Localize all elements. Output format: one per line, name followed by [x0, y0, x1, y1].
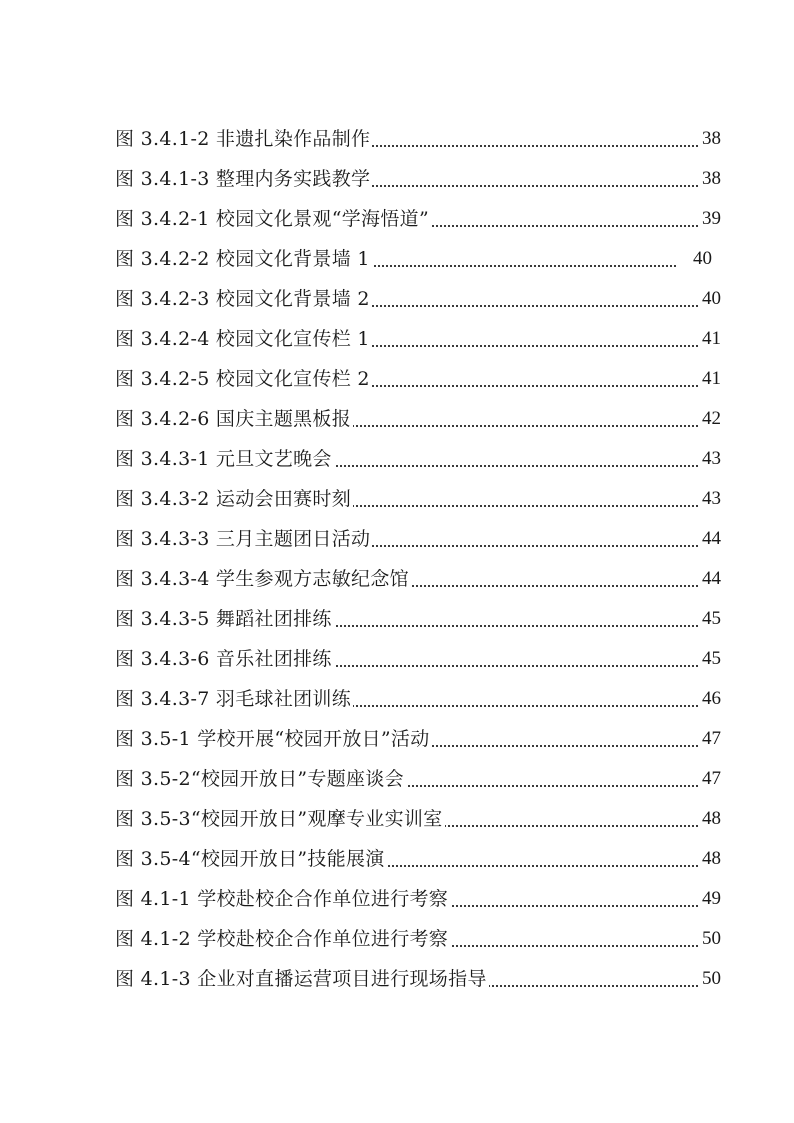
toc-entry-page: 43 [702, 448, 721, 469]
toc-entry-page: 43 [702, 488, 721, 509]
toc-entry-label: 图 3.4.2-6 国庆主题黑板报 [115, 408, 352, 430]
toc-entry-label: 图 3.5-2“校园开放日”专题座谈会 [115, 768, 404, 790]
toc-entry[interactable] [0, 959, 794, 999]
toc-entry-page: 42 [702, 408, 721, 429]
toc-entry[interactable] [0, 839, 794, 879]
toc-entry-label: 图 3.5-3“校园开放日”观摩专业实训室 [115, 808, 443, 830]
toc-entry[interactable] [0, 599, 794, 639]
toc-entry-page: 50 [702, 968, 721, 989]
toc-entry-label: 图 3.4.1-2 非遗扎染作品制作 [115, 128, 371, 150]
toc-entry-page: 50 [702, 928, 721, 949]
toc-entry-page: 48 [702, 848, 721, 869]
toc-entry-label: 图 3.4.3-4 学生参观方志敏纪念馆 [115, 568, 409, 590]
toc-entry-label: 图 3.4.3-5 舞蹈社团排练 [115, 608, 332, 630]
toc-entry-page: 38 [702, 168, 721, 189]
toc-entry-page: 38 [702, 128, 721, 149]
toc-entry[interactable] [0, 639, 794, 679]
toc-entry-label: 图 3.4.3-6 音乐社团排练 [115, 648, 332, 670]
toc-entry-page: 46 [702, 688, 721, 709]
toc-entry-page: 48 [702, 808, 721, 829]
toc-entry[interactable] [0, 199, 794, 239]
toc-entry-label: 图 4.1-3 企业对直播运营项目进行现场指导 [115, 968, 487, 990]
toc-entry-page: 44 [702, 528, 721, 549]
toc-entry-page: 45 [702, 608, 721, 629]
toc-entry-label: 图 3.4.2-2 校园文化背景墙 1 [115, 248, 370, 270]
toc-entry-label: 图 3.4.2-4 校园文化宣传栏 1 [115, 328, 370, 350]
toc-entry-page: 44 [702, 568, 721, 589]
toc-entry-page: 49 [702, 888, 721, 909]
toc-entry-label: 图 4.1-2 学校赴校企合作单位进行考察 [115, 928, 449, 950]
toc-entry-page: 41 [702, 368, 721, 389]
toc-entry[interactable] [0, 239, 794, 279]
toc-entry[interactable] [0, 759, 794, 799]
toc-entry[interactable] [0, 359, 794, 399]
toc-entry[interactable] [0, 919, 794, 959]
toc-entry[interactable] [0, 519, 794, 559]
toc-entry[interactable] [0, 679, 794, 719]
toc-entry[interactable] [0, 879, 794, 919]
toc-entry[interactable] [0, 279, 794, 319]
toc-entry-label: 图 3.4.3-1 元旦文艺晚会 [115, 448, 332, 470]
toc-entry[interactable] [0, 559, 794, 599]
toc-entry[interactable] [0, 479, 794, 519]
toc-entry-label: 图 3.4.1-3 整理内务实践教学 [115, 168, 371, 190]
toc-entry[interactable] [0, 159, 794, 199]
figure-list [0, 119, 794, 999]
toc-entry-label: 图 3.4.3-2 运动会田赛时刻 [115, 488, 352, 510]
toc-entry-page: 40 [693, 248, 712, 269]
toc-entry-page: 45 [702, 648, 721, 669]
toc-entry-label: 图 4.1-1 学校赴校企合作单位进行考察 [115, 888, 449, 910]
toc-entry-page: 47 [702, 728, 721, 749]
toc-entry-label: 图 3.4.2-3 校园文化背景墙 2 [115, 288, 370, 310]
toc-entry-label: 图 3.4.3-3 三月主题团日活动 [115, 528, 371, 550]
toc-entry-label: 图 3.4.2-1 校园文化景观“学海悟道” [115, 208, 429, 230]
toc-entry[interactable] [0, 799, 794, 839]
toc-entry-page: 40 [702, 288, 721, 309]
toc-entry[interactable] [0, 319, 794, 359]
toc-entry-label: 图 3.4.2-5 校园文化宣传栏 2 [115, 368, 370, 390]
toc-entry-page: 47 [702, 768, 721, 789]
toc-entry-page: 39 [702, 208, 721, 229]
toc-entry-label: 图 3.5-4“校园开放日”技能展演 [115, 848, 385, 870]
toc-entry-label: 图 3.4.3-7 羽毛球社团训练 [115, 688, 352, 710]
toc-entry-page: 41 [702, 328, 721, 349]
toc-entry[interactable] [0, 119, 794, 159]
toc-entry-label: 图 3.5-1 学校开展“校园开放日”活动 [115, 728, 430, 750]
toc-entry[interactable] [0, 439, 794, 479]
toc-entry[interactable] [0, 719, 794, 759]
toc-entry[interactable] [0, 399, 794, 439]
